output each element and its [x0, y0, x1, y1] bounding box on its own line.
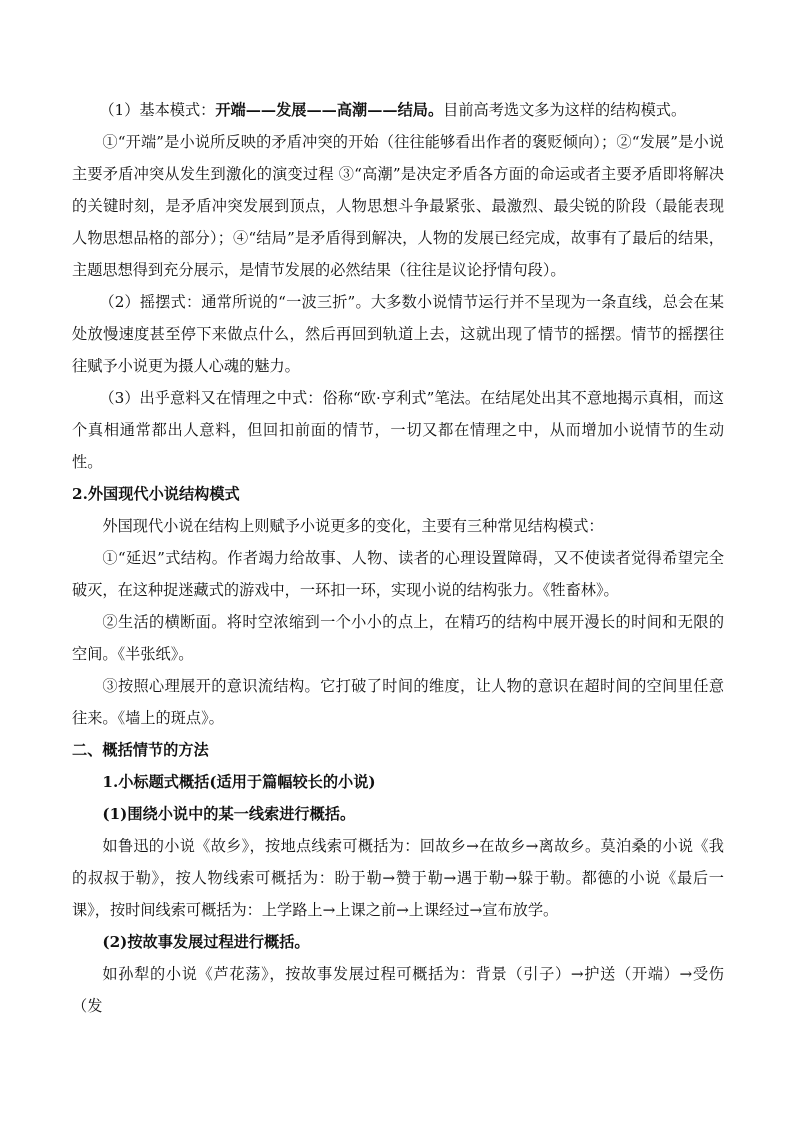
paragraph-swing-mode: （2）摇摆式：通常所说的“一波三折”。大多数小说情节运行并不呈现为一条直线，总会在某处放慢速度甚至停下来做点什么，然后再回到轨道上去，这就出现了情节的摇摆。情节的摇摆往往赋予小说更为摄人心魂的魅力。: [72, 293, 724, 375]
subheading-clue-summary: (1)围绕小说中的某一线索进行概括。: [102, 805, 356, 823]
subheading-process-summary: (2)按故事发展过程进行概括。: [102, 933, 310, 951]
heading-foreign-modern-structure: 2.外国现代小说结构模式: [72, 485, 240, 503]
list-item-delayed-structure: ①“延迟”式结构。作者竭力给故事、人物、读者的心理设置障碍，又不使读者觉得希望完全破灭，在这种捉迷藏式的游戏中，一环扣一环，实现小说的结构张力。《牲畜林》。: [72, 549, 724, 599]
basic-mode-label: （1）基本模式：: [99, 101, 216, 119]
subheading-subtitle-summary: 1.小标题式概括(适用于篇幅较长的小说): [102, 773, 376, 791]
paragraph-process-summary-example: 如孙犁的小说《芦花荡》，按故事发展过程可概括为：背景（引子）→护送（开端）→受伤（发: [72, 965, 724, 1015]
paragraph-foreign-intro: 外国现代小说在结构上则赋予小说更多的变化，主要有三种常见结构模式：: [102, 517, 604, 535]
paragraph-clue-summary-examples: 如鲁迅的小说《故乡》，按地点线索可概括为：回故乡→在故乡→离故乡。莫泊桑的小说《我的叔叔于勒》，按人物线索可概括为：盼于勒→赞于勒→遇于勒→躲于勒。都德的小说《最后一课》，按时间线索可概括为：上学路上→上课之前→上课经过→宣布放学。: [72, 837, 724, 919]
basic-mode-note: 目前高考选文多为这样的结构模式。: [443, 101, 687, 119]
paragraph-basic-mode: [72, 94, 724, 126]
list-item-stream-of-consciousness: ③按照心理展开的意识流结构。它打破了时间的维度，让人物的意识在超时间的空间里任意往来。《墙上的斑点》。: [72, 677, 724, 727]
list-item-cross-section: ②生活的横断面。将时空浓缩到一个小小的点上，在精巧的结构中展开漫长的时间和无限的空间。《半张纸》。: [72, 613, 724, 663]
document-body: [72, 94, 724, 1022]
paragraph-unexpected-mode: （3）出乎意料又在情理之中式：俗称“欧·亨利式”笔法。在结尾处出其不意地揭示真相，而这个真相通常都出人意料，但回扣前面的情节，一切又都在情理之中，从而增加小说情节的生动性。: [72, 389, 724, 471]
paragraph-basic-mode-explanation: ①“开端”是小说所反映的矛盾冲突的开始（往往能够看出作者的褒贬倾向）；②“发展”是小说主要矛盾冲突从发生到激化的演变过程 ③“高潮”是决定矛盾各方面的命运或者主要矛盾即将解决的关键时刻，是矛盾冲突发展到顶点，人物思想斗争最紧张、最激烈、最尖锐的阶段（最能表现人物思想品格的部分）；④“结局”是矛盾得到解决，人物的发展已经完成，故事有了最后的结果，主题思想得到充分展示，是情节发展的必然结果（往往是议论抒情句段）。: [72, 133, 724, 279]
heading-summarize-plot-methods: 二、概括情节的方法: [72, 741, 209, 759]
basic-mode-stages: 开端——发展——高潮——结局。: [215, 101, 444, 119]
